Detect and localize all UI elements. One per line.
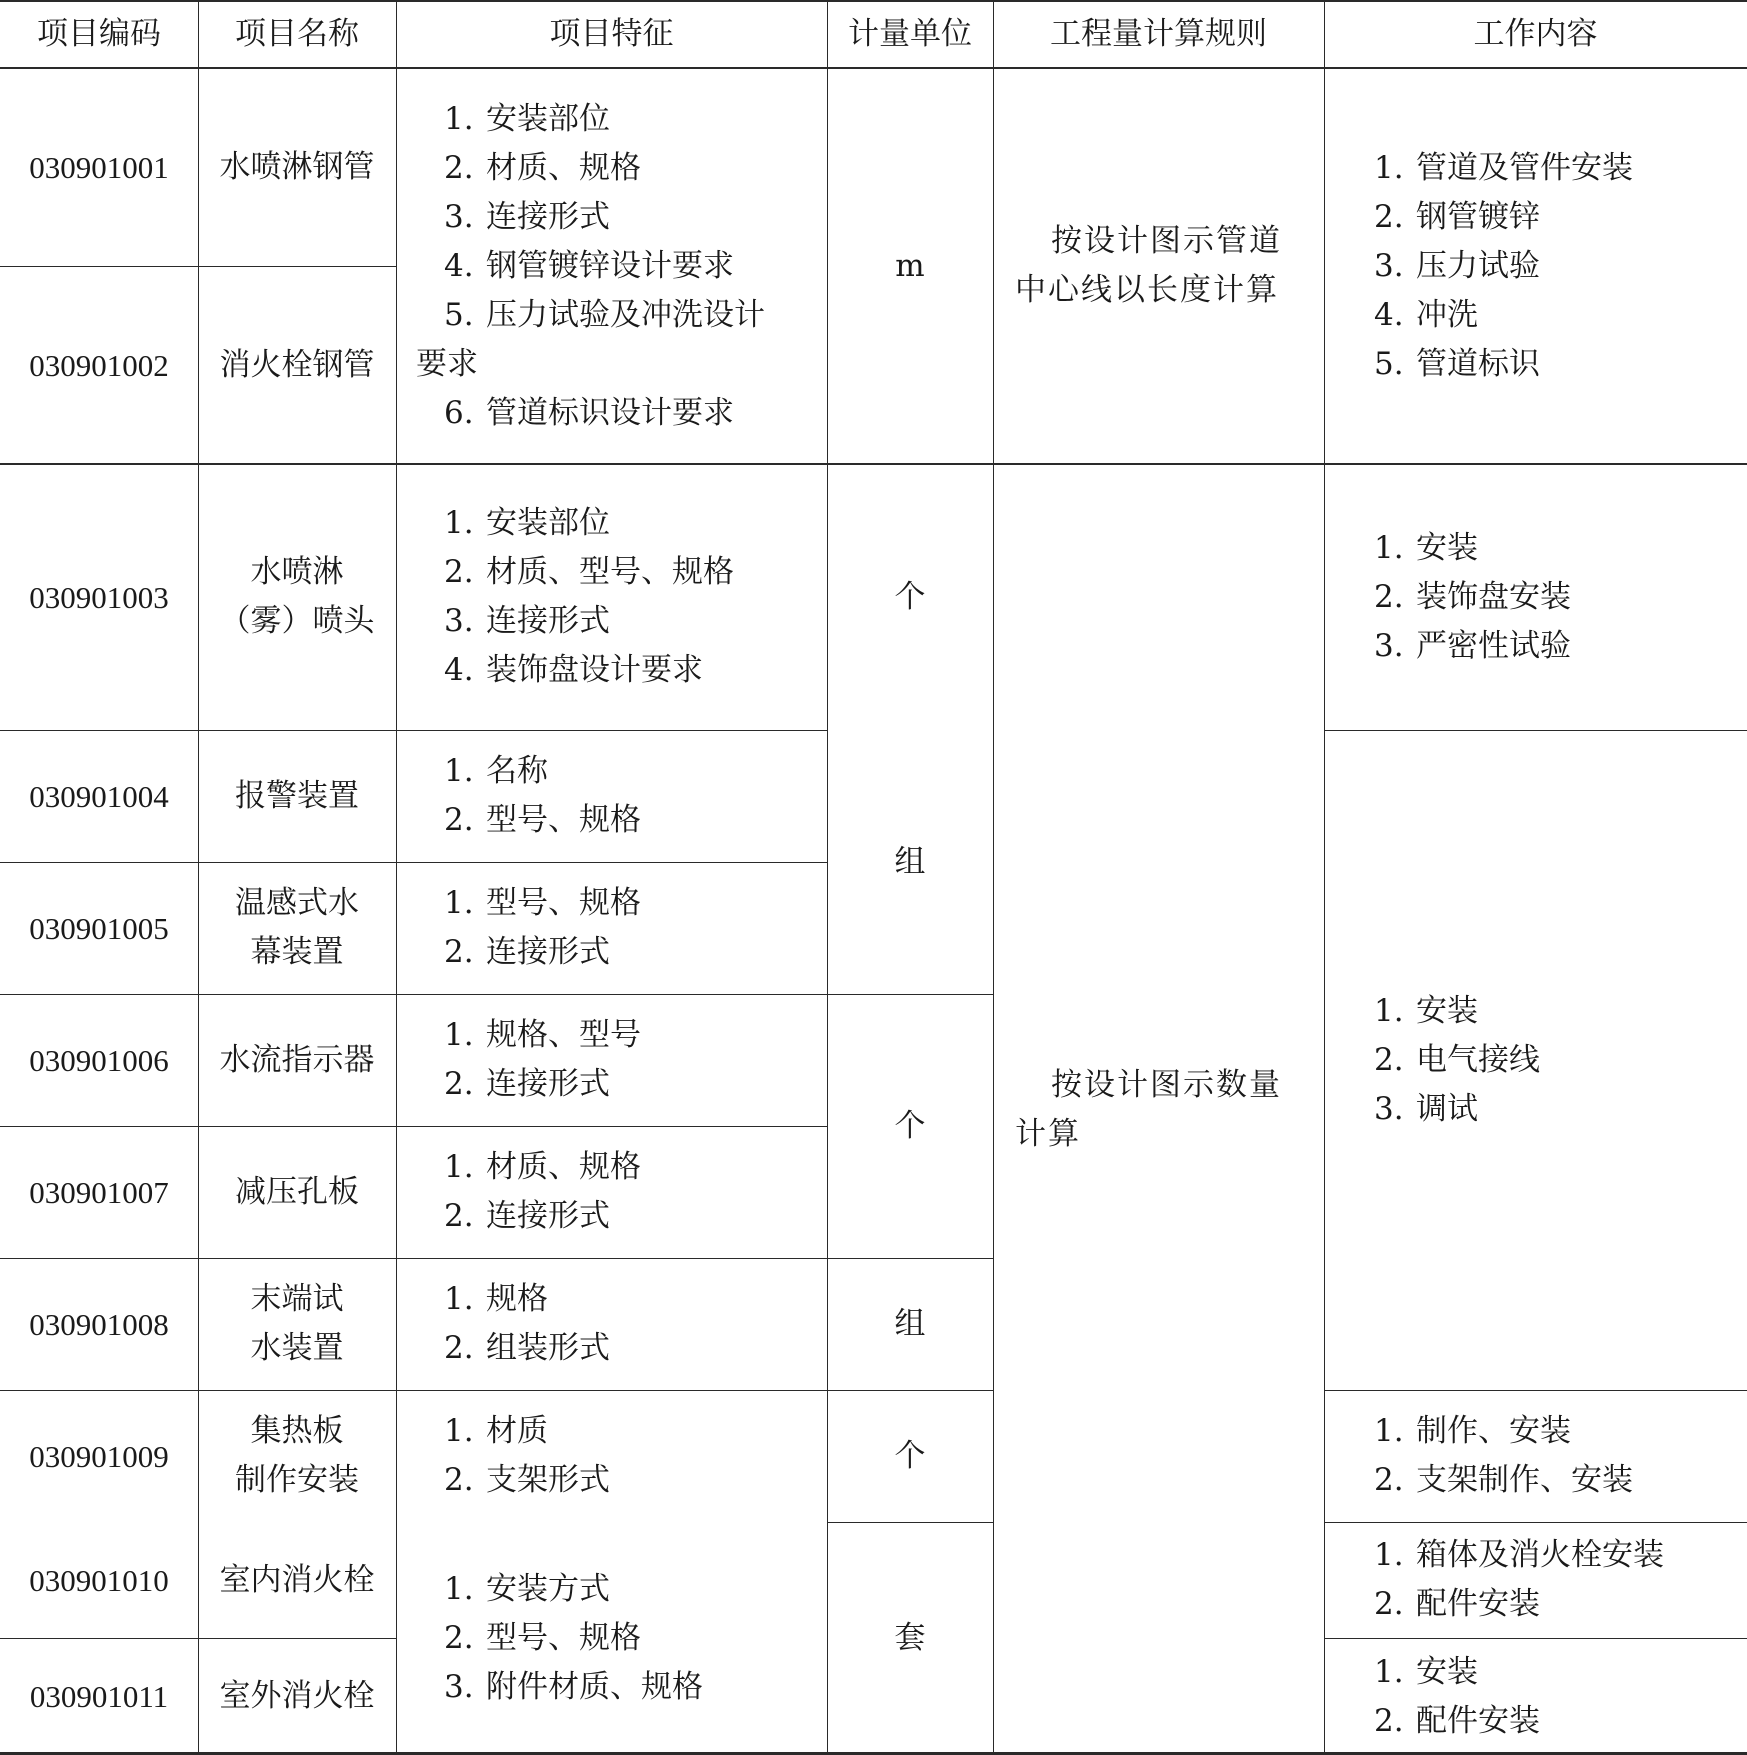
rule-cell: [993, 68, 1324, 464]
work-item: [1374, 193, 1540, 242]
column-header: [396, 0, 827, 68]
unit-cell: [827, 730, 993, 994]
item-code-cell: [0, 862, 198, 994]
grid-vline: [827, 0, 828, 1755]
work-item: [1374, 1648, 1478, 1697]
item-name-line: 水喷淋: [250, 554, 344, 590]
feature-item: [444, 193, 610, 242]
item-code: 030901005: [29, 910, 169, 946]
work-item: [1374, 144, 1633, 193]
item-name-line: 消火栓钢管: [219, 346, 375, 383]
work-item: [1374, 1456, 1633, 1505]
item-number: 2.: [444, 149, 474, 186]
work-item: [1374, 524, 1478, 573]
grid-hline: [0, 1126, 827, 1127]
grid-vline: [396, 0, 397, 1755]
item-name-line: 水喷淋钢管: [219, 148, 375, 185]
item-number: 1.: [444, 1017, 474, 1053]
item-number: 2.: [444, 1198, 474, 1234]
feature-item: [444, 144, 641, 193]
item-number: 1.: [1374, 1537, 1404, 1573]
grid-hline: [1324, 730, 1747, 731]
item-text: 规格、型号: [486, 1017, 641, 1053]
rule-cell: [993, 464, 1324, 1755]
item-number: 2.: [1374, 1462, 1404, 1498]
feature-item: [444, 499, 610, 548]
item-text: 材质、规格: [486, 1149, 641, 1185]
item-code: 030901001: [29, 149, 169, 185]
item-name-line: 室内消火栓: [219, 1561, 375, 1598]
unit-value: 个: [894, 1107, 926, 1144]
item-name-line: （雾）喷头: [219, 603, 375, 639]
feature-cell: [396, 1390, 827, 1522]
item-text: 连接形式: [486, 603, 610, 639]
feature-cell: [396, 994, 827, 1126]
item-code: 030901006: [29, 1042, 169, 1078]
rule-line: 中心线以长度计算: [1015, 272, 1279, 308]
feature-cell: [396, 1258, 827, 1390]
grid-hline: [0, 1258, 827, 1259]
item-name-line: 制作安装: [235, 1462, 359, 1498]
item-number: 1.: [1374, 1413, 1404, 1449]
grid-hline: [0, 862, 827, 863]
unit-value: m: [895, 247, 925, 284]
item-text: 安装方式: [486, 1571, 610, 1607]
item-text: 压力试验及冲洗设计: [486, 296, 765, 333]
item-name-line: 幕装置: [250, 934, 344, 970]
item-code-cell: [0, 1126, 198, 1258]
unit-cell: [827, 464, 993, 730]
item-code: 030901009: [29, 1438, 169, 1474]
item-text: 型号、规格: [486, 885, 641, 921]
item-number: 3.: [1374, 247, 1404, 284]
grid-vline: [993, 0, 994, 1755]
item-number: 2.: [444, 1066, 474, 1102]
item-code-cell: [0, 266, 198, 464]
item-code-cell: [0, 1390, 198, 1522]
item-text: 箱体及消火栓安装: [1416, 1537, 1664, 1573]
feature-cell: [396, 1126, 827, 1258]
item-number: 6.: [444, 394, 474, 431]
grid-hline: [1324, 1522, 1747, 1523]
item-text: 装饰盘设计要求: [486, 652, 703, 688]
work-item: [1374, 1531, 1664, 1580]
work-item: [1374, 1580, 1540, 1629]
item-number: 4.: [444, 247, 474, 284]
item-text: 组装形式: [486, 1330, 610, 1366]
item-text: 钢管镀锌: [1416, 198, 1540, 235]
feature-item: [444, 928, 610, 977]
item-number: 3.: [444, 603, 474, 639]
feature-item: [444, 879, 641, 928]
item-name-cell: [198, 1258, 396, 1390]
item-text: 钢管镀锌设计要求: [486, 247, 734, 284]
feature-item: [416, 340, 478, 389]
item-text: 配件安装: [1416, 1702, 1540, 1739]
item-text: 电气接线: [1416, 1041, 1540, 1078]
feature-item: [444, 1143, 641, 1192]
item-code-cell: [0, 1638, 198, 1755]
item-text: 规格: [486, 1281, 548, 1317]
item-name-cell: [198, 994, 396, 1126]
work-item: [1374, 987, 1478, 1036]
item-text: 支架制作、安装: [1416, 1462, 1633, 1498]
feature-item: [444, 1407, 548, 1456]
rule-line: 按设计图示管道: [1051, 223, 1282, 259]
feature-cell: [396, 68, 827, 464]
work-cell: [1324, 1638, 1747, 1755]
feature-item: [444, 95, 610, 144]
item-text: 支架形式: [486, 1462, 610, 1498]
item-text: 材质、规格: [486, 149, 641, 186]
item-text: 材质、型号、规格: [486, 554, 734, 590]
item-name-cell: [198, 1522, 396, 1638]
item-text: 名称: [486, 753, 548, 789]
feature-cell: [396, 1522, 827, 1755]
item-number: 3.: [1374, 627, 1404, 664]
feature-item: [444, 1060, 610, 1109]
item-text: 要求: [416, 345, 478, 382]
column-header: [1324, 0, 1747, 68]
item-number: 2.: [444, 934, 474, 970]
item-number: 4.: [444, 652, 474, 688]
item-text: 装饰盘安装: [1416, 578, 1571, 615]
item-name-cell: [198, 1126, 396, 1258]
feature-item: [444, 796, 641, 845]
item-code-cell: [0, 1522, 198, 1638]
feature-item: [444, 1456, 610, 1505]
feature-item: [444, 389, 734, 438]
item-number: 2.: [444, 1620, 474, 1656]
work-item: [1374, 340, 1540, 389]
item-name-line: 室外消火栓: [219, 1678, 375, 1714]
item-code: 030901007: [29, 1174, 169, 1210]
item-number: 1.: [444, 505, 474, 541]
work-item: [1374, 291, 1478, 340]
item-name-cell: [198, 68, 396, 266]
item-number: 1.: [444, 1571, 474, 1607]
item-number: 2.: [1374, 1041, 1404, 1078]
work-item: [1374, 1085, 1478, 1134]
feature-item: [444, 548, 734, 597]
column-header: [993, 0, 1324, 68]
item-number: 2.: [444, 1462, 474, 1498]
grid-vline: [198, 0, 199, 1755]
work-item: [1374, 573, 1571, 622]
item-name-line: 末端试: [250, 1281, 344, 1317]
item-code: 030901003: [29, 579, 169, 615]
feature-item: [444, 1275, 548, 1324]
feature-item: [444, 597, 610, 646]
item-text: 型号、规格: [486, 802, 641, 838]
grid-hline: [0, 730, 827, 731]
item-code-cell: [0, 994, 198, 1126]
item-text: 安装: [1416, 529, 1478, 566]
grid-hline: [827, 1522, 993, 1523]
item-number: 2.: [1374, 1586, 1404, 1622]
feature-item: [444, 1565, 610, 1614]
work-cell: [1324, 464, 1747, 730]
item-name-cell: [198, 1390, 396, 1522]
item-name-line: 报警装置: [235, 777, 359, 814]
item-text: 安装部位: [486, 505, 610, 541]
header-label: 计量单位: [848, 15, 972, 52]
item-number: 1.: [1374, 992, 1404, 1029]
item-number: 1.: [444, 1149, 474, 1185]
item-number: 4.: [1374, 296, 1404, 333]
unit-cell: [827, 994, 993, 1258]
grid-hline: [0, 994, 827, 995]
grid-hline: [0, 0, 1747, 2]
unit-value: 组: [894, 843, 926, 880]
grid-hline: [827, 1258, 993, 1259]
item-number: 1.: [444, 1413, 474, 1449]
rule-line: 计算: [1015, 1115, 1081, 1152]
item-text: 材质: [486, 1413, 548, 1449]
item-number: 1.: [1374, 149, 1404, 186]
work-item: [1374, 1036, 1540, 1085]
work-cell: [1324, 730, 1747, 1390]
work-item: [1374, 1407, 1571, 1456]
item-number: 1.: [444, 100, 474, 137]
work-cell: [1324, 1390, 1747, 1522]
feature-item: [444, 1192, 610, 1241]
work-item: [1374, 242, 1540, 291]
grid-hline: [1324, 1638, 1747, 1639]
feature-item: [444, 1663, 703, 1712]
item-text: 安装部位: [486, 100, 610, 137]
grid-hline: [1324, 1390, 1747, 1391]
item-name-line: 集热板: [250, 1413, 344, 1449]
unit-cell: [827, 1390, 993, 1522]
item-number: 2.: [444, 802, 474, 838]
item-name-cell: [198, 464, 396, 730]
grid-vline: [1324, 0, 1325, 1755]
item-text: 附件材质、规格: [486, 1669, 703, 1705]
unit-cell: [827, 68, 993, 464]
feature-cell: [396, 464, 827, 730]
item-number: 1.: [444, 753, 474, 789]
item-text: 调试: [1416, 1090, 1478, 1127]
grid-hline: [0, 1390, 827, 1391]
item-text: 冲洗: [1416, 296, 1478, 333]
grid-hline: [0, 463, 1747, 465]
item-text: 连接形式: [486, 934, 610, 970]
column-header: [0, 0, 198, 68]
unit-value: 个: [894, 1437, 926, 1474]
item-code: 030901002: [29, 347, 169, 383]
unit-value: 套: [894, 1620, 926, 1656]
item-code-cell: [0, 68, 198, 266]
item-text: 压力试验: [1416, 247, 1540, 284]
item-number: 5.: [444, 296, 474, 333]
item-text: 连接形式: [486, 1066, 610, 1102]
item-name-line: 减压孔板: [235, 1173, 359, 1210]
header-label: 工作内容: [1473, 15, 1598, 52]
item-code-cell: [0, 1258, 198, 1390]
rule-line: 按设计图示数量: [1051, 1066, 1282, 1103]
feature-item: [444, 747, 548, 796]
item-number: 1.: [1374, 1653, 1404, 1690]
item-name-cell: [198, 862, 396, 994]
feature-cell: [396, 730, 827, 862]
item-name-cell: [198, 730, 396, 862]
header-label: 项目特征: [549, 15, 674, 52]
item-text: 管道标识设计要求: [486, 394, 734, 431]
work-item: [1374, 622, 1571, 671]
feature-item: [444, 242, 734, 291]
work-cell: [1324, 1522, 1747, 1638]
item-name-cell: [198, 1638, 396, 1755]
header-label: 工程量计算规则: [1050, 15, 1267, 52]
feature-item: [444, 1614, 641, 1663]
item-text: 安装: [1416, 992, 1478, 1029]
item-number: 1.: [1374, 529, 1404, 566]
item-text: 安装: [1416, 1653, 1478, 1690]
feature-item: [444, 291, 765, 340]
item-name-line: 水流指示器: [219, 1041, 375, 1078]
header-label: 项目名称: [235, 15, 359, 52]
item-code-cell: [0, 730, 198, 862]
item-code-cell: [0, 464, 198, 730]
grid-hline: [827, 1390, 993, 1391]
item-code: 030901008: [29, 1306, 169, 1342]
header-label: 项目编码: [37, 15, 161, 52]
work-cell: [1324, 68, 1747, 464]
item-text: 连接形式: [486, 198, 610, 235]
column-header: [198, 0, 396, 68]
grid-hline: [0, 67, 1747, 69]
item-text: 制作、安装: [1416, 1413, 1571, 1449]
unit-cell: [827, 1522, 993, 1755]
item-name-line: 温感式水: [235, 885, 359, 921]
item-text: 连接形式: [486, 1198, 610, 1234]
unit-cell: [827, 1258, 993, 1390]
grid-hline: [827, 994, 993, 995]
feature-item: [444, 646, 703, 695]
item-number: 3.: [444, 1669, 474, 1705]
item-text: 管道及管件安装: [1416, 149, 1633, 186]
item-number: 2.: [444, 1330, 474, 1366]
item-number: 1.: [444, 885, 474, 921]
feature-item: [444, 1011, 641, 1060]
feature-cell: [396, 862, 827, 994]
work-item: [1374, 1697, 1540, 1746]
item-name-cell: [198, 266, 396, 464]
item-code: 030901004: [29, 778, 169, 814]
item-number: 3.: [444, 198, 474, 235]
item-text: 严密性试验: [1416, 627, 1571, 664]
item-number: 2.: [1374, 1702, 1404, 1739]
unit-value: 个: [894, 578, 926, 615]
unit-value: 组: [894, 1305, 926, 1342]
item-code: 030901010: [29, 1562, 169, 1598]
item-number: 3.: [1374, 1090, 1404, 1127]
item-text: 管道标识: [1416, 345, 1540, 382]
item-number: 5.: [1374, 345, 1404, 382]
item-text: 型号、规格: [486, 1620, 641, 1656]
item-number: 2.: [1374, 198, 1404, 235]
column-header: [827, 0, 993, 68]
feature-item: [444, 1324, 610, 1373]
item-number: 2.: [1374, 578, 1404, 615]
item-number: 1.: [444, 1281, 474, 1317]
item-text: 配件安装: [1416, 1586, 1540, 1622]
item-code: 030901011: [29, 1679, 169, 1714]
item-number: 2.: [444, 554, 474, 590]
item-name-line: 水装置: [250, 1330, 344, 1366]
